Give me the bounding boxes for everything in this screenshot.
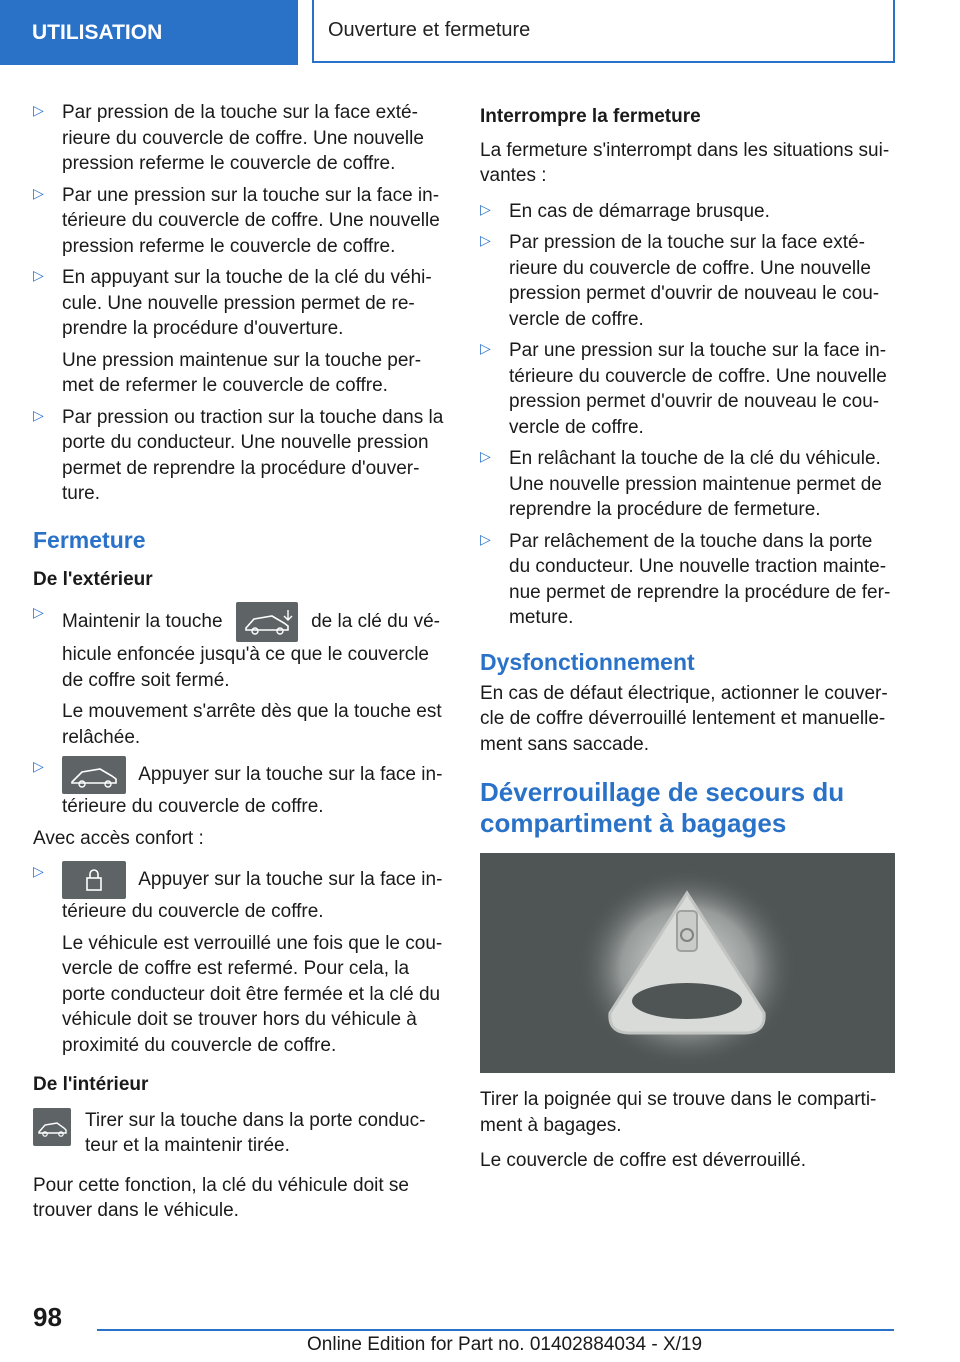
footer-divider bbox=[97, 1329, 894, 1331]
page-number: 98 bbox=[33, 1302, 62, 1332]
triangle-bullet-icon: ▷ bbox=[33, 267, 44, 283]
interior-row bbox=[33, 1108, 448, 1159]
list-item-text: Par pression de la touche sur la face exté-rieure du couvercle de coffre. Une nouvelle pression referme le couvercle de coffre. bbox=[62, 102, 424, 174]
triangle-bullet-icon: ▷ bbox=[480, 530, 491, 547]
list-item bbox=[33, 265, 448, 399]
list-item bbox=[33, 861, 448, 1058]
list-item-text: Par pression de la touche sur la face exté-rieure du couvercle de coffre. Une nouvelle pression permet d'ouvrir de nouveau le cou-vercle de coffre. bbox=[509, 232, 880, 330]
section-heading-dysfonctionnement: Dysfonctionnement bbox=[480, 648, 695, 675]
list-item-subtext: Le mouvement s'arrête dès que la touche est relâchée. bbox=[62, 701, 442, 748]
triangle-bullet-icon: ▷ bbox=[480, 340, 491, 356]
list-item-text: En relâchant la touche de la clé du véhicule. Une nouvelle pression maintenue permet de reprendre la procédure de fermeture. bbox=[509, 448, 882, 520]
release-handle-image bbox=[480, 853, 895, 1073]
list-item-text: Appuyer sur la touche sur la face in-térieure du couvercle de coffre. bbox=[62, 756, 448, 820]
list-item-text: Par relâchement de la touche dans la porte du conducteur. Une nouvelle traction mainte-nue permet de reprendre la procédure de fer-meture. bbox=[509, 530, 891, 628]
list-item bbox=[33, 183, 448, 260]
list-item-text: En cas de démarrage brusque. bbox=[509, 200, 770, 222]
list-item bbox=[33, 756, 448, 820]
list-item-text: Maintenir la touche de la clé du vé-hicule enfoncée jusqu'à ce que le couvercle de coffre soit fermé. bbox=[62, 602, 448, 693]
list-item-subtext: Le véhicule est verrouillé une fois que le cou-vercle de coffre est refermé. Pour cela, la porte conducteur doit être fermée et la clé du véhicule doit se trouver hors du véhicule à proximité du couvercle de coffre. bbox=[62, 932, 443, 1056]
interrompre-intro: La fermeture s'interrompt dans les situations sui-vantes : bbox=[480, 139, 890, 186]
section-tab bbox=[0, 0, 298, 65]
subheading-interieur: De l'intérieur bbox=[33, 1074, 149, 1095]
list-item bbox=[480, 338, 896, 440]
topic-title: Ouverture et fermeture bbox=[328, 19, 531, 41]
edition-note: Online Edition for Part no. 01402884034 - X/19 bbox=[307, 1334, 703, 1355]
emergency-release-handle-photo bbox=[480, 853, 895, 1073]
triangle-bullet-icon: ▷ bbox=[480, 200, 491, 217]
confort-label: Avec accès confort : bbox=[33, 827, 204, 849]
list-item-subtext: Une pression maintenue sur la touche per-met de refermer le couvercle de coffre. bbox=[62, 349, 422, 396]
subheading-interrompre: Interrompre la fermeture bbox=[480, 106, 701, 127]
topic-header bbox=[312, 0, 895, 63]
list-item bbox=[33, 405, 448, 507]
trunk-button-icon bbox=[62, 756, 126, 794]
list-item bbox=[480, 529, 896, 631]
subheading-exterieur: De l'extérieur bbox=[33, 568, 153, 590]
list-item-text: Appuyer sur la touche sur la face in-térieure du couvercle de coffre. bbox=[62, 861, 448, 925]
list-item-text: En appuyant sur la touche de la clé du véhi-cule. Une nouvelle pression permet de re-prendre la procédure d'ouverture. bbox=[62, 267, 432, 339]
right-column bbox=[480, 100, 896, 1174]
list-item bbox=[33, 602, 448, 750]
list-item-text: Par pression ou traction sur la touche dans la porte du conducteur. Une nouvelle pression permet de reprendre la procédure d'ouver-ture. bbox=[62, 406, 444, 504]
chapter-heading-deverrouillage: Déverrouillage de secours du compartiment à bagages bbox=[480, 777, 845, 838]
list-item bbox=[33, 100, 448, 177]
left-column bbox=[33, 100, 448, 1224]
trunk-close-key-icon bbox=[236, 602, 298, 642]
list-item bbox=[480, 446, 896, 523]
triangle-bullet-icon: ▷ bbox=[33, 758, 44, 774]
triangle-bullet-icon: ▷ bbox=[480, 232, 491, 248]
triangle-bullet-icon: ▷ bbox=[33, 184, 44, 201]
section-title: UTILISATION bbox=[32, 20, 163, 44]
triangle-bullet-icon: ▷ bbox=[33, 604, 44, 620]
interior-text: Tirer sur la touche dans la porte conduc-teur et la maintenir tirée. bbox=[85, 1109, 426, 1156]
photo-caption: Tirer la poignée qui se trouve dans le comparti-ment à bagages. bbox=[480, 1089, 877, 1136]
list-item bbox=[480, 230, 896, 332]
list-item-text: Par une pression sur la touche sur la face in-térieure du couvercle de coffre. Une nouvelle pression permet d'ouvrir de nouveau le cou-vercle de coffre. bbox=[509, 340, 887, 438]
final-text: Le couvercle de coffre est déverrouillé. bbox=[480, 1150, 806, 1171]
section-heading-fermeture: Fermeture bbox=[33, 526, 146, 553]
triangle-bullet-icon: ▷ bbox=[33, 863, 44, 879]
triangle-bullet-icon: ▷ bbox=[480, 448, 491, 464]
list-item-text: Par une pression sur la touche sur la face in-térieure du couvercle de coffre. Une nouvelle pression referme le couvercle de coffre. bbox=[62, 184, 440, 257]
interior-note: Pour cette fonction, la clé du véhicule doit se trouver dans le véhicule. bbox=[33, 1174, 410, 1221]
lock-button-icon bbox=[62, 861, 126, 899]
dysfonction-text: En cas de défaut électrique, actionner le couver-cle de coffre déverrouillé lentement et manuelle-ment sans saccade. bbox=[480, 682, 888, 755]
list-item bbox=[480, 199, 896, 225]
triangle-bullet-icon: ▷ bbox=[33, 102, 44, 118]
triangle-bullet-icon: ▷ bbox=[33, 406, 44, 423]
door-trunk-button-icon bbox=[33, 1108, 71, 1146]
